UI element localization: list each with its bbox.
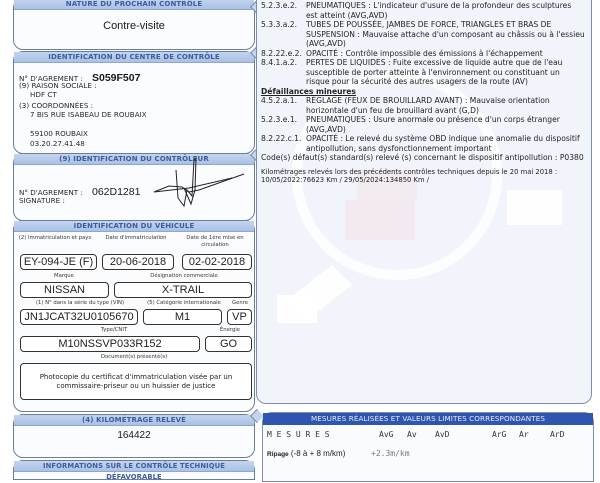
km-history-line1: Kilométrages relevés lors des précédents contrôles techniques depuis le 20 mai 2018 : <box>261 167 558 176</box>
measures-columns <box>267 430 589 440</box>
signature-image <box>144 156 234 211</box>
minor-defect-item <box>261 96 585 115</box>
defects-list <box>261 1 585 185</box>
type-field: M10NSSVP033R152 <box>20 336 200 352</box>
model-label: Désignation commerciale <box>150 273 218 279</box>
vehicle-header: IDENTIFICATION DU VÉHICULE <box>14 221 254 232</box>
measures-header: MESURES RÉALISÉES ET VALEURS LIMITES CORRESPONDANTES <box>263 413 593 425</box>
controller-agrement-label: N° D'AGREMENT : <box>19 188 83 197</box>
category-label: (5) Catégorie internationale <box>147 300 221 306</box>
documents-field: Photocopie du certificat d'immatriculation visée par un commissaire-priseur ou un huissier de justice <box>20 363 252 400</box>
brand-label: Marque <box>54 273 74 279</box>
minor-defect-item <box>261 115 585 134</box>
address-label: (3) COORDONNÉES : <box>19 101 94 110</box>
energy-label: Énergie <box>219 327 241 333</box>
unfavorable-info-panel <box>13 460 255 480</box>
defect-code: 5.2.3.e.1. <box>261 115 298 124</box>
defect-code: 8.2.22.c.1. <box>261 134 302 143</box>
defect-code: 5.3.3.a.2. <box>261 20 298 29</box>
control-center-panel <box>13 51 255 154</box>
vin-field: JN1JCAT32U0105670 <box>20 309 138 325</box>
control-center-header: IDENTIFICATION DU CENTRE DE CONTRÔLE <box>14 52 254 63</box>
controller-agrement-value: 062D1281 <box>91 186 141 198</box>
defect-text: PNEUMATIQUES : L'indicateur d'usure de la profondeur des sculptures est atteint (AVG,AVD) <box>306 1 572 20</box>
first-circ-field: 02-02-2018 <box>182 254 252 270</box>
address-line2: 59100 ROUBAIX <box>30 129 88 138</box>
col-ar: Ar <box>519 430 529 439</box>
next-control-panel <box>13 0 255 50</box>
minor-defect-item <box>261 134 585 153</box>
center-agrement-value: S059F507 <box>91 72 141 84</box>
defect-code: 8.2.22.e.2. <box>261 48 302 58</box>
col-av: Av <box>407 430 417 439</box>
genre-label: Genre <box>231 300 249 306</box>
mileage-header: (4) KILOMÉTRAGE RELEVÉ <box>14 415 254 426</box>
defect-text: TUBES DE POUSSÉE, JAMBES DE FORCE, TRIANGLES ET BRAS DE SUSPENSION : Mauvaise attache d'un composant au châssis ou à l'essieu (AVG,AVD) <box>306 20 585 48</box>
defects-panel <box>256 0 592 404</box>
ripage-range: (-8 à + 8 m/km) <box>290 449 346 458</box>
col-measures: M E S U R E S <box>267 430 330 439</box>
measures-panel <box>262 412 594 482</box>
defect-text: PERTES DE LIQUIDES : Fuite excessive de liquide autre que de l'eau susceptible de porter atteinte à l'environnement ou constituant un risque pour la sécurité des autres usagers de la route (AV) <box>306 58 563 86</box>
center-agrement-label: N° D'AGREMENT : <box>19 74 83 83</box>
vin-label: (1) N° dans la série du type (VIN) <box>35 300 125 306</box>
defect-item <box>261 49 585 59</box>
genre-field: VP <box>227 309 252 325</box>
registration-field: EY-094-JE (F) <box>20 254 97 270</box>
company-label: (9) RAISON SOCIALE : <box>19 81 97 90</box>
controller-panel <box>13 153 255 221</box>
defect-text: RÉGLAGE (FEUX DE BROUILLARD AVANT) : Mauvaise orientation horizontale d'un feu de brouillard avant (G,D) <box>306 96 550 115</box>
defect-code: 8.4.1.a.2. <box>261 58 298 67</box>
ripage-value: +2.3m/km <box>371 449 410 458</box>
col-avg: AvG <box>379 430 394 439</box>
defect-item <box>261 1 585 20</box>
col-arg: ArG <box>492 430 507 439</box>
defect-code: 4.5.2.a.1. <box>261 96 298 105</box>
unfavorable-info-header: INFORMATIONS SUR LE CONTRÔLE TECHNIQUE DÉFAVORABLE <box>14 461 254 472</box>
col-avd: AvD <box>435 430 450 439</box>
defect-text: OPACITÉ : Le relevé du système OBD indique une anomalie du dispositif antipollution, sans dysfonctionnement important <box>306 134 580 153</box>
documents-label: Document(s) présenté(s) <box>100 354 168 360</box>
defect-code: 5.2.3.e.2. <box>261 1 298 10</box>
model-field: X-TRAIL <box>114 282 252 298</box>
ripage-label: Ripage <box>267 451 289 458</box>
energy-field: GO <box>205 336 252 352</box>
defect-text: PNEUMATIQUES : Usure anormale ou présence d'un corps étranger (AVG,AVD) <box>306 115 560 134</box>
defect-item <box>261 58 585 87</box>
reg-date-label: Date d'immatriculation <box>105 235 167 241</box>
mileage-panel <box>13 414 255 458</box>
defect-item <box>261 20 585 49</box>
signature-label: SIGNATURE : <box>19 196 65 205</box>
col-ard: ArD <box>550 430 565 439</box>
mileage-value: 164422 <box>117 430 151 441</box>
vehicle-panel <box>13 220 255 412</box>
next-control-header: NATURE DU PROCHAIN CONTRÔLE <box>14 0 254 10</box>
reg-date-field: 20-06-2018 <box>102 254 174 270</box>
defect-text: OPACITÉ : Contrôle impossible des émissions à l'échappement <box>306 48 543 58</box>
next-control-value: Contre-visite <box>103 20 165 32</box>
type-label: Type/CNIT <box>100 327 128 333</box>
km-history-line2: 10/05/2022:76623 Km / 29/05/2024:134850 Km / <box>261 176 430 184</box>
controller-header: (9) IDENTIFICATION DU CONTRÔLEUR <box>14 154 254 165</box>
brand-field: NISSAN <box>20 282 109 298</box>
pollution-codes-line: Code(s) défaut(s) standard(s) relevé (s) concernant le dispositif antipollution : P0380 <box>261 153 584 162</box>
company-value: HDF CT <box>30 90 57 99</box>
address-line1: 7 BIS RUE ISABEAU DE ROUBAIX <box>30 110 147 119</box>
first-circ-label: Date de 1ère mise en circulation <box>186 235 244 248</box>
category-field: M1 <box>143 309 222 325</box>
ripage-row <box>267 449 345 458</box>
minor-defects-heading: Défaillances mineures <box>261 86 356 96</box>
center-phone: 03.20.27.41.48 <box>30 139 85 148</box>
registration-label: (2) Immatriculation et pays <box>18 235 92 241</box>
